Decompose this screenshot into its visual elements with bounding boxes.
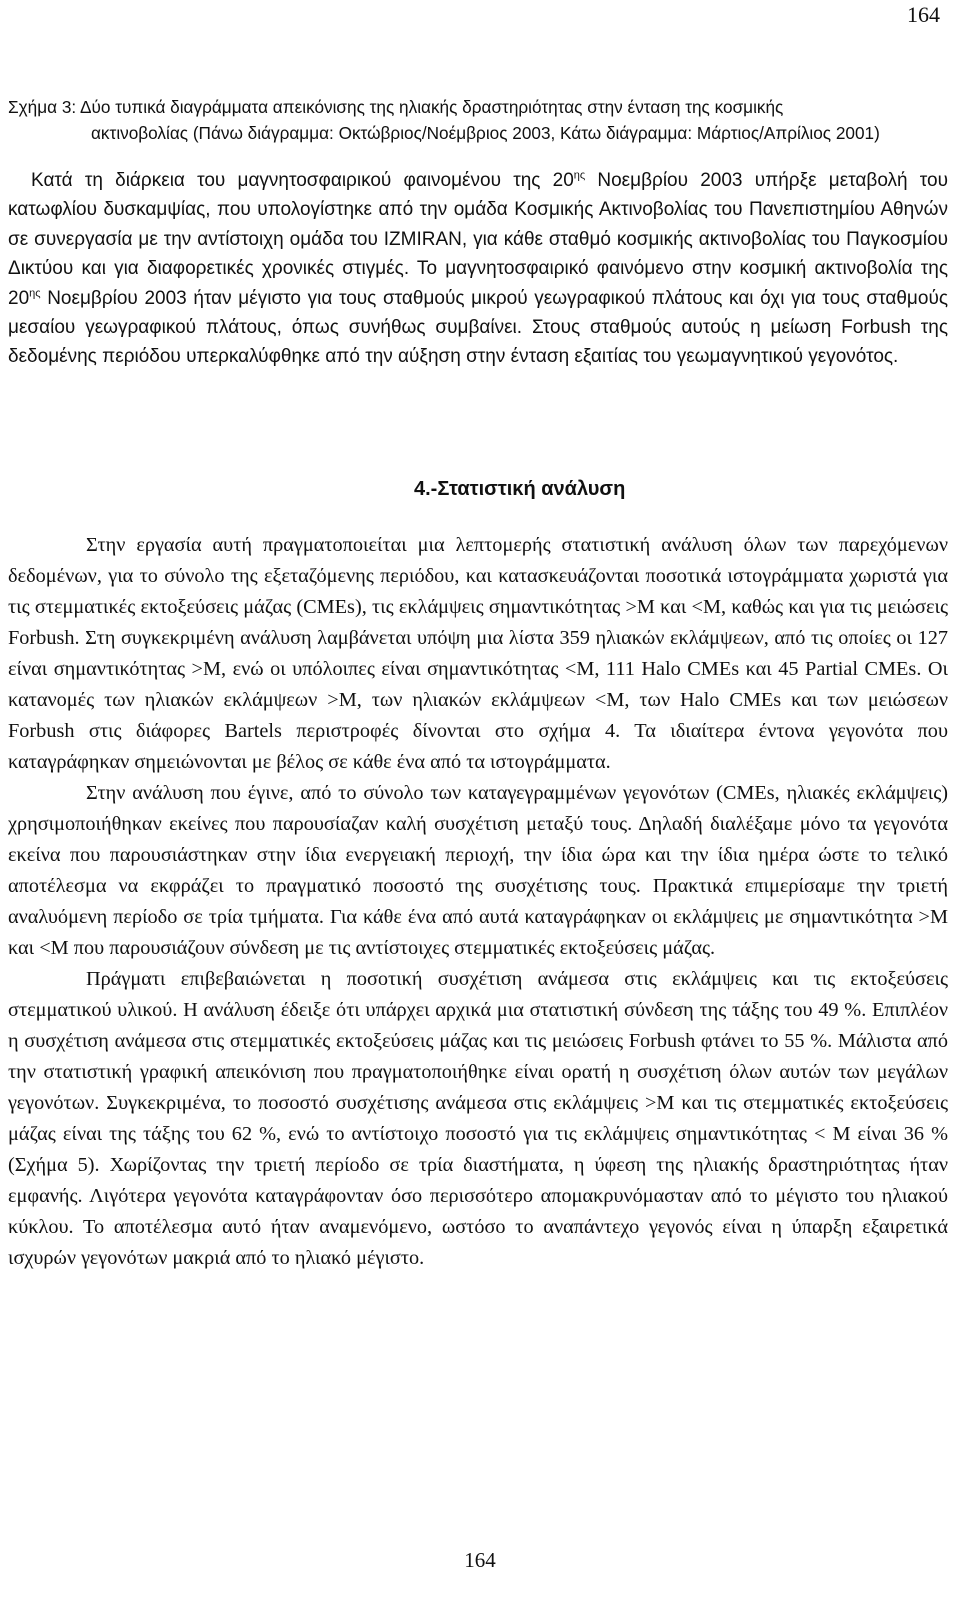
paragraph-statistical-analysis: Στην εργασία αυτή πραγματοποιείται μια λεπτομερής στατιστική ανάλυση όλων των παρεχόμενων δεδομένων, για το σύνολο της εξεταζόμενης περιόδου, και κατασκευάζονται ποσοτικά ιστογράμματα χωριστά για τις στεμματικές εκτοξεύσεις μάζας (CMEs), τις εκλάμψεις σημαντικότητας >M και <M, καθώς και για τις μειώσεις Forbush. Στη συγκεκριμένη ανάλυση λαμβάνεται υπόψη μια λίστα 359 ηλιακών εκλάμψεων, από τις οποίες οι 127 είναι σημαντικότητας >M, ενώ οι υπόλοιπες είναι σημαντικότητας <M, 111 Halo CMEs και 45 Partial CMEs. Οι κατανομές των ηλιακών εκλάμψεων >M, των ηλιακών εκλάμψεων <M, των Halo CMEs και των μειώσεων Forbush στις διάφορες Bartels περιστροφές δίνονται στο σχήμα 4. Τα ιδιαίτερα έντονα γεγονότα που καταγράφηκαν σημειώνονται με βέλος σε κάθε ένα από τα ιστογράμματα. bbox=[8, 534, 948, 773]
ordinal-superscript: ης bbox=[29, 287, 41, 300]
section-heading: 4.-Στατιστική ανάλυση bbox=[414, 478, 626, 500]
figure-caption bbox=[8, 94, 948, 146]
paragraph-results: Πράγματι επιβεβαιώνεται η ποσοτική συσχέτιση ανάμεσα στις εκλάμψεις και τις εκτοξεύσεις στεμματικού υλικού. Η ανάλυση έδειξε ότι υπάρχει αρχικά μια στατιστική σύνδεση της τάξης του 49 %. Επιπλέον η συσχέτιση ανάμεσα στις στεμματικές εκτοξεύσεις μάζας και τις μειώσεις Forbush φτάνει το 55 %. Μάλιστα από την στατιστική γραφική απεικόνιση που πραγματοποιήθηκε είναι ορατή η συσχέτιση όλων αυτών των μεγάλων γεγονότων. Συγκεκριμένα, το ποσοστό συσχέτισης ανάμεσα στις εκλάμψεις >M και τις στεμματικές εκτοξεύσεις μάζας είναι της τάξης του 62 %, ενώ το αντίστοιχο ποσοστό για τις εκλάμψεις σημαντικότητας < M είναι 36 % (Σχήμα 5). Χωρίζοντας την τριετή περίοδο σε τρία διαστήματα, η ύφεση της ηλιακής δραστηριότητας ήταν εμφανής. Λιγότερα γεγονότα καταγράφονταν όσο περισσότερο απομακρυνόμασταν από το μέγιστο του ηλιακού κύκλου. Το αποτέλεσμα αυτό ήταν αναμενόμενο, ωστόσο το αναπάντεχο γεγονός είναι η ύπαρξη εξαιρετικά ισχυρών γεγονότων μακριά από το ηλιακό μέγιστο. bbox=[8, 968, 948, 1269]
page-number-top: 164 bbox=[907, 2, 940, 27]
paragraph-part: Νοεμβρίου 2003 ήταν μέγιστο για τους σταθμούς μικρού γεωγραφικού πλάτους και όχι για τους σταθμούς μεσαίου γεωγραφικού πλάτους, όπως συνήθως συμβαίνει. Στους σταθμούς αυτούς η μείωση Forbush της δεδομένης περιόδου υπερκαλύφθηκε από την αύξηση στην ένταση εξαιτίας του γεωμαγνητικού γεγονότος. bbox=[8, 287, 948, 368]
caption-text-line1: Δύο τυπικά διαγράμματα απεικόνισης της ηλιακής δραστηριότητας στην ένταση της κοσμικής bbox=[79, 97, 784, 117]
ordinal-superscript: ης bbox=[573, 169, 586, 182]
section-body bbox=[8, 530, 948, 1274]
paragraph-magnetospheric-effect bbox=[8, 166, 948, 372]
caption-label: Σχήμα 3: bbox=[8, 97, 77, 117]
paragraph-event-correlation: Στην ανάλυση που έγινε, από το σύνολο των καταγεγραμμένων γεγονότων (CMEs, ηλιακές εκλάμψεις) χρησιμοποιήθηκαν εκείνες που παρουσίαζαν καλή συσχέτιση μεταξύ τους. Δηλαδή διαλέξαμε μόνο τα γεγονότα εκείνα που παρουσιάστηκαν στην ίδια ενεργειακή περιοχή, την ίδια ώρα και την ίδια ημέρα ώστε το τελικό αποτέλεσμα να εκφράζει το πραγματικό ποσοστό της συσχέτισης τους. Πρακτικά επιμερίσαμε την τριετή αναλυόμενη περίοδο σε τρία τμήματα. Για κάθε ένα από αυτά καταγράφηκαν οι εκλάμψεις με σημαντικότητα >M και <M που παρουσιάζουν σύνδεση με τις αντίστοιχες στεμματικές εκτοξεύσεις μάζας. bbox=[8, 782, 948, 959]
page-number-bottom: 164 bbox=[464, 1548, 496, 1572]
paragraph-part: Νοεμβρίου 2003 υπήρξε μεταβολή του κατωφλίου δυσκαμψίας, που υπολογίστηκε από την ομάδα Κοσμικής Ακτινοβολίας του Πανεπιστημίου Αθηνών σε συνεργασία με την αντίστοιχη ομάδα του IZMIRAN, για κάθε σταθμό κοσμικής ακτινοβολίας του Παγκοσμίου Δικτύου και για διαφορετικές χρονικές στιγμές. Το μαγνητοσφαιρικό φαινόμενο στην κοσμική ακτινοβολία της 20 bbox=[8, 170, 948, 309]
caption-text-rest: ακτινοβολίας (Πάνω διάγραμμα: Οκτώβριος/Νοέμβριος 2003, Κάτω διάγραμμα: Μάρτιος/Απρίλιος 2001) bbox=[91, 123, 880, 143]
paragraph-part: Κατά τη διάρκεια του μαγνητοσφαιρικού φαινομένου της 20 bbox=[31, 170, 574, 191]
